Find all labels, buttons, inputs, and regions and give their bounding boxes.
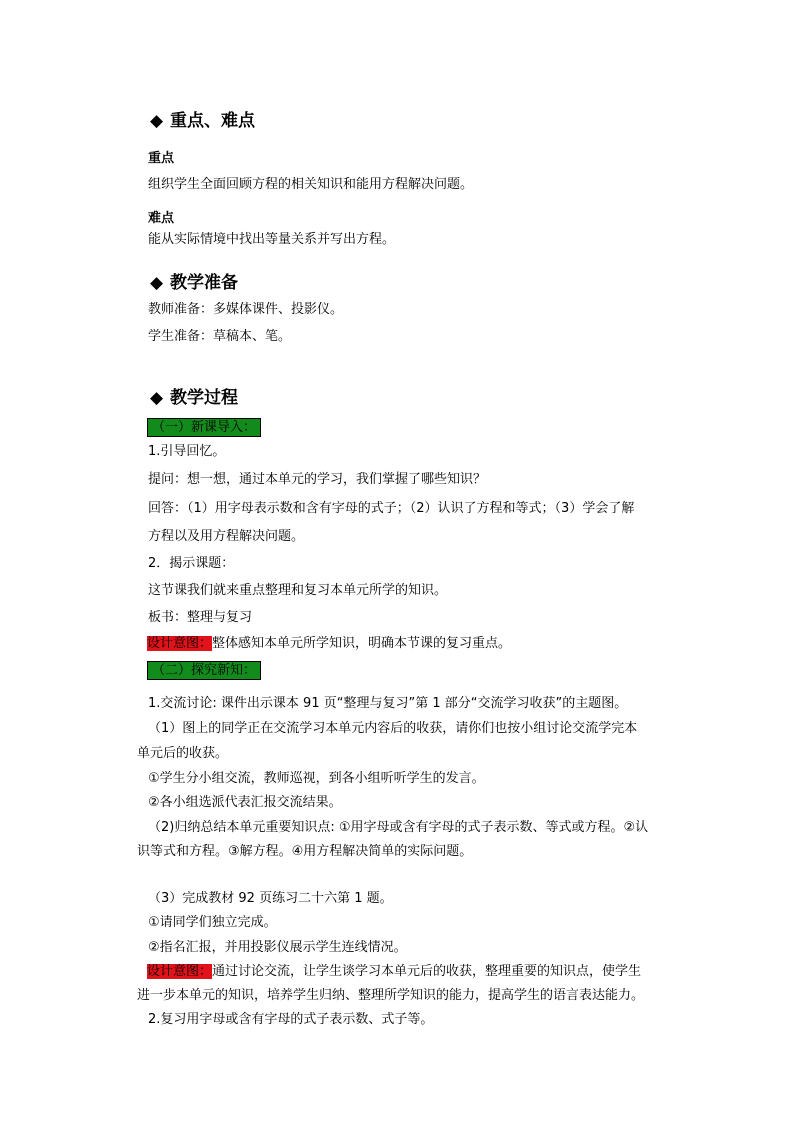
explore-line-9: ①请同学们独立完成。 xyxy=(148,915,277,930)
intro-line-4: 方程以及用方程解决问题。 xyxy=(148,529,305,544)
explore-line-11: 2.复习用字母或含有字母的式子表示数、式子等。 xyxy=(148,1012,434,1027)
prep-student: 学生准备：草稿本、笔。 xyxy=(148,329,292,344)
explore-line-1: 1.交流讨论: 课件出示课本 91 页“整理与复习”第 1 部分“交流学习收获”的主题图。 xyxy=(148,696,628,711)
explore-line-2: （1）图上的同学正在交流学习本单元内容后的收获，请你们也按小组讨论交流学完本 xyxy=(148,721,638,736)
heading-process: ◆ 教学过程 xyxy=(150,388,238,408)
diamond-icon: ◆ xyxy=(150,273,164,293)
intro-line-7: 板书：整理与复习 xyxy=(148,610,253,625)
heading-focus: ◆ 重点、难点 xyxy=(150,111,255,131)
section-tag-intro: （一）新课导入： xyxy=(147,418,261,437)
heading-prep: ◆ 教学准备 xyxy=(150,273,238,293)
explore-line-4: ①学生分小组交流，教师巡视，到各小组听听学生的发言。 xyxy=(148,771,485,786)
explore-line-6: （2)归纳总结本单元重要知识点: ①用字母或含有字母的式子表示数、等式或方程。②认 xyxy=(148,820,649,835)
design-intent-1: 设计意图：整体感知本单元所学知识，明确本节课的复习重点。 xyxy=(147,636,512,651)
intro-line-5: 2．揭示课题： xyxy=(148,556,235,571)
intro-line-1: 1.引导回忆。 xyxy=(148,444,226,459)
difficult-label: 难点 xyxy=(148,211,175,226)
explore-line-3: 单元后的收获。 xyxy=(137,746,229,761)
design-intent-2: 设计意图：通过讨论交流，让学生谈学习本单元后的收获，整理重要的知识点，使学生 xyxy=(147,964,642,979)
intro-line-6: 这节课我们就来重点整理和复习本单元所学的知识。 xyxy=(148,583,448,598)
explore-line-7: 识等式和方程。③解方程。④用方程解决简单的实际问题。 xyxy=(137,844,473,859)
explore-line-5: ②各小组选派代表汇报交流结果。 xyxy=(148,795,342,810)
design-intent-2-cont: 进一步本单元的知识，培养学生归纳、整理所学知识的能力，提高学生的语言表达能力。 xyxy=(137,988,645,1003)
difficult-text: 能从实际情境中找出等量关系并写出方程。 xyxy=(148,232,396,247)
design-intent-tag: 设计意图： xyxy=(147,964,213,979)
design-intent-tag: 设计意图： xyxy=(147,636,213,651)
prep-teacher: 教师准备：多媒体课件、投影仪。 xyxy=(148,302,344,317)
key-text: 组织学生全面回顾方程的相关知识和能用方程解决问题。 xyxy=(148,177,474,192)
diamond-icon: ◆ xyxy=(150,388,164,408)
explore-line-10: ②指名汇报，并用投影仪展示学生连线情况。 xyxy=(148,940,407,955)
diamond-icon: ◆ xyxy=(150,111,164,131)
intro-line-3: 回答：（1）用字母表示数和含有字母的式子；（2）认识了方程和等式；（3）学会了解 xyxy=(148,501,635,516)
section-tag-explore: （二）探究新知： xyxy=(147,661,261,680)
intro-line-2: 提问：想一想，通过本单元的学习，我们掌握了哪些知识？ xyxy=(148,472,487,487)
key-label: 重点 xyxy=(148,151,175,166)
explore-line-8: （3）完成教材 92 页练习二十六第 1 题。 xyxy=(148,891,393,906)
